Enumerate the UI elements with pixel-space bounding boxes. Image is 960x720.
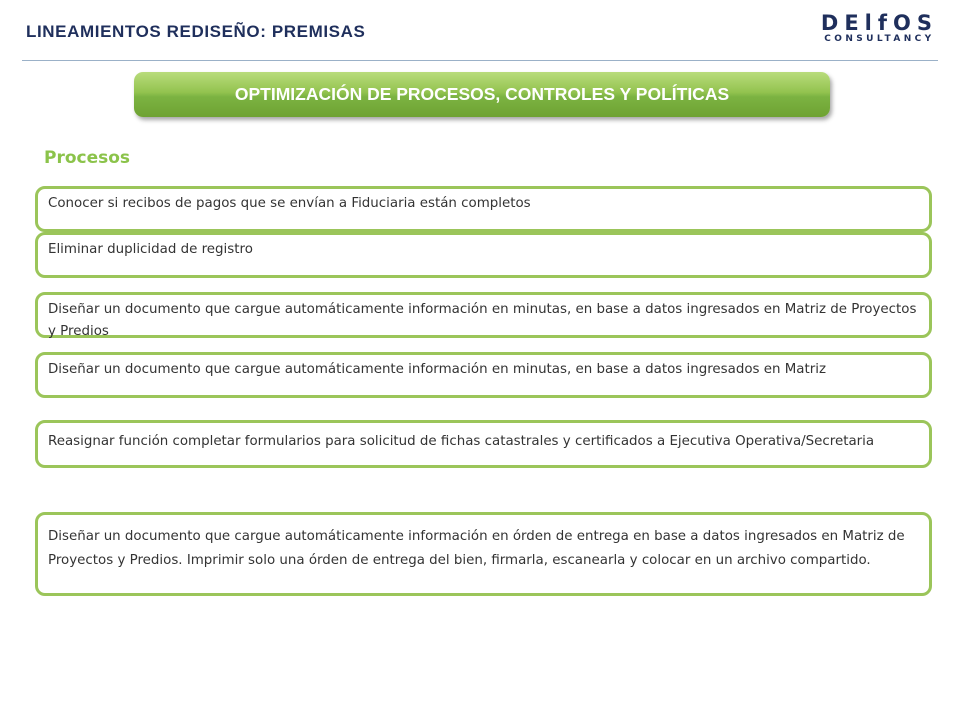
process-item-2: Eliminar duplicidad de registro bbox=[35, 232, 932, 278]
company-logo bbox=[821, 12, 938, 44]
process-item-4: Diseñar un documento que cargue automáticamente información en minutas, en base a datos ingresados en Matriz bbox=[35, 352, 932, 398]
logo-wordmark: DElfOS bbox=[820, 11, 938, 35]
section-title: Procesos bbox=[44, 148, 131, 168]
process-item-3: Diseñar un documento que cargue automáticamente información en minutas, en base a datos ingresados en Matriz de Proyectos y Predios bbox=[35, 292, 932, 338]
header-divider bbox=[22, 60, 938, 61]
process-item-6: Diseñar un documento que cargue automáticamente información en órden de entrega en base a datos ingresados en Matriz de Proyectos y Predios. Imprimir solo una órden de entrega del bien, firmarla, escanearla y colocar en un archivo compartido. bbox=[35, 512, 932, 596]
process-item-1: Conocer si recibos de pagos que se envían a Fiduciaria están completos bbox=[35, 186, 932, 232]
page-title: LINEAMIENTOS REDISEÑO: PREMISAS bbox=[26, 22, 366, 41]
section-banner: OPTIMIZACIÓN DE PROCESOS, CONTROLES Y POLÍTICAS bbox=[134, 72, 830, 117]
process-item-5: Reasignar función completar formularios para solicitud de fichas catastrales y certificados a Ejecutiva Operativa/Secretaria bbox=[35, 420, 932, 468]
logo-tagline: CONSULTANCY bbox=[824, 34, 935, 44]
